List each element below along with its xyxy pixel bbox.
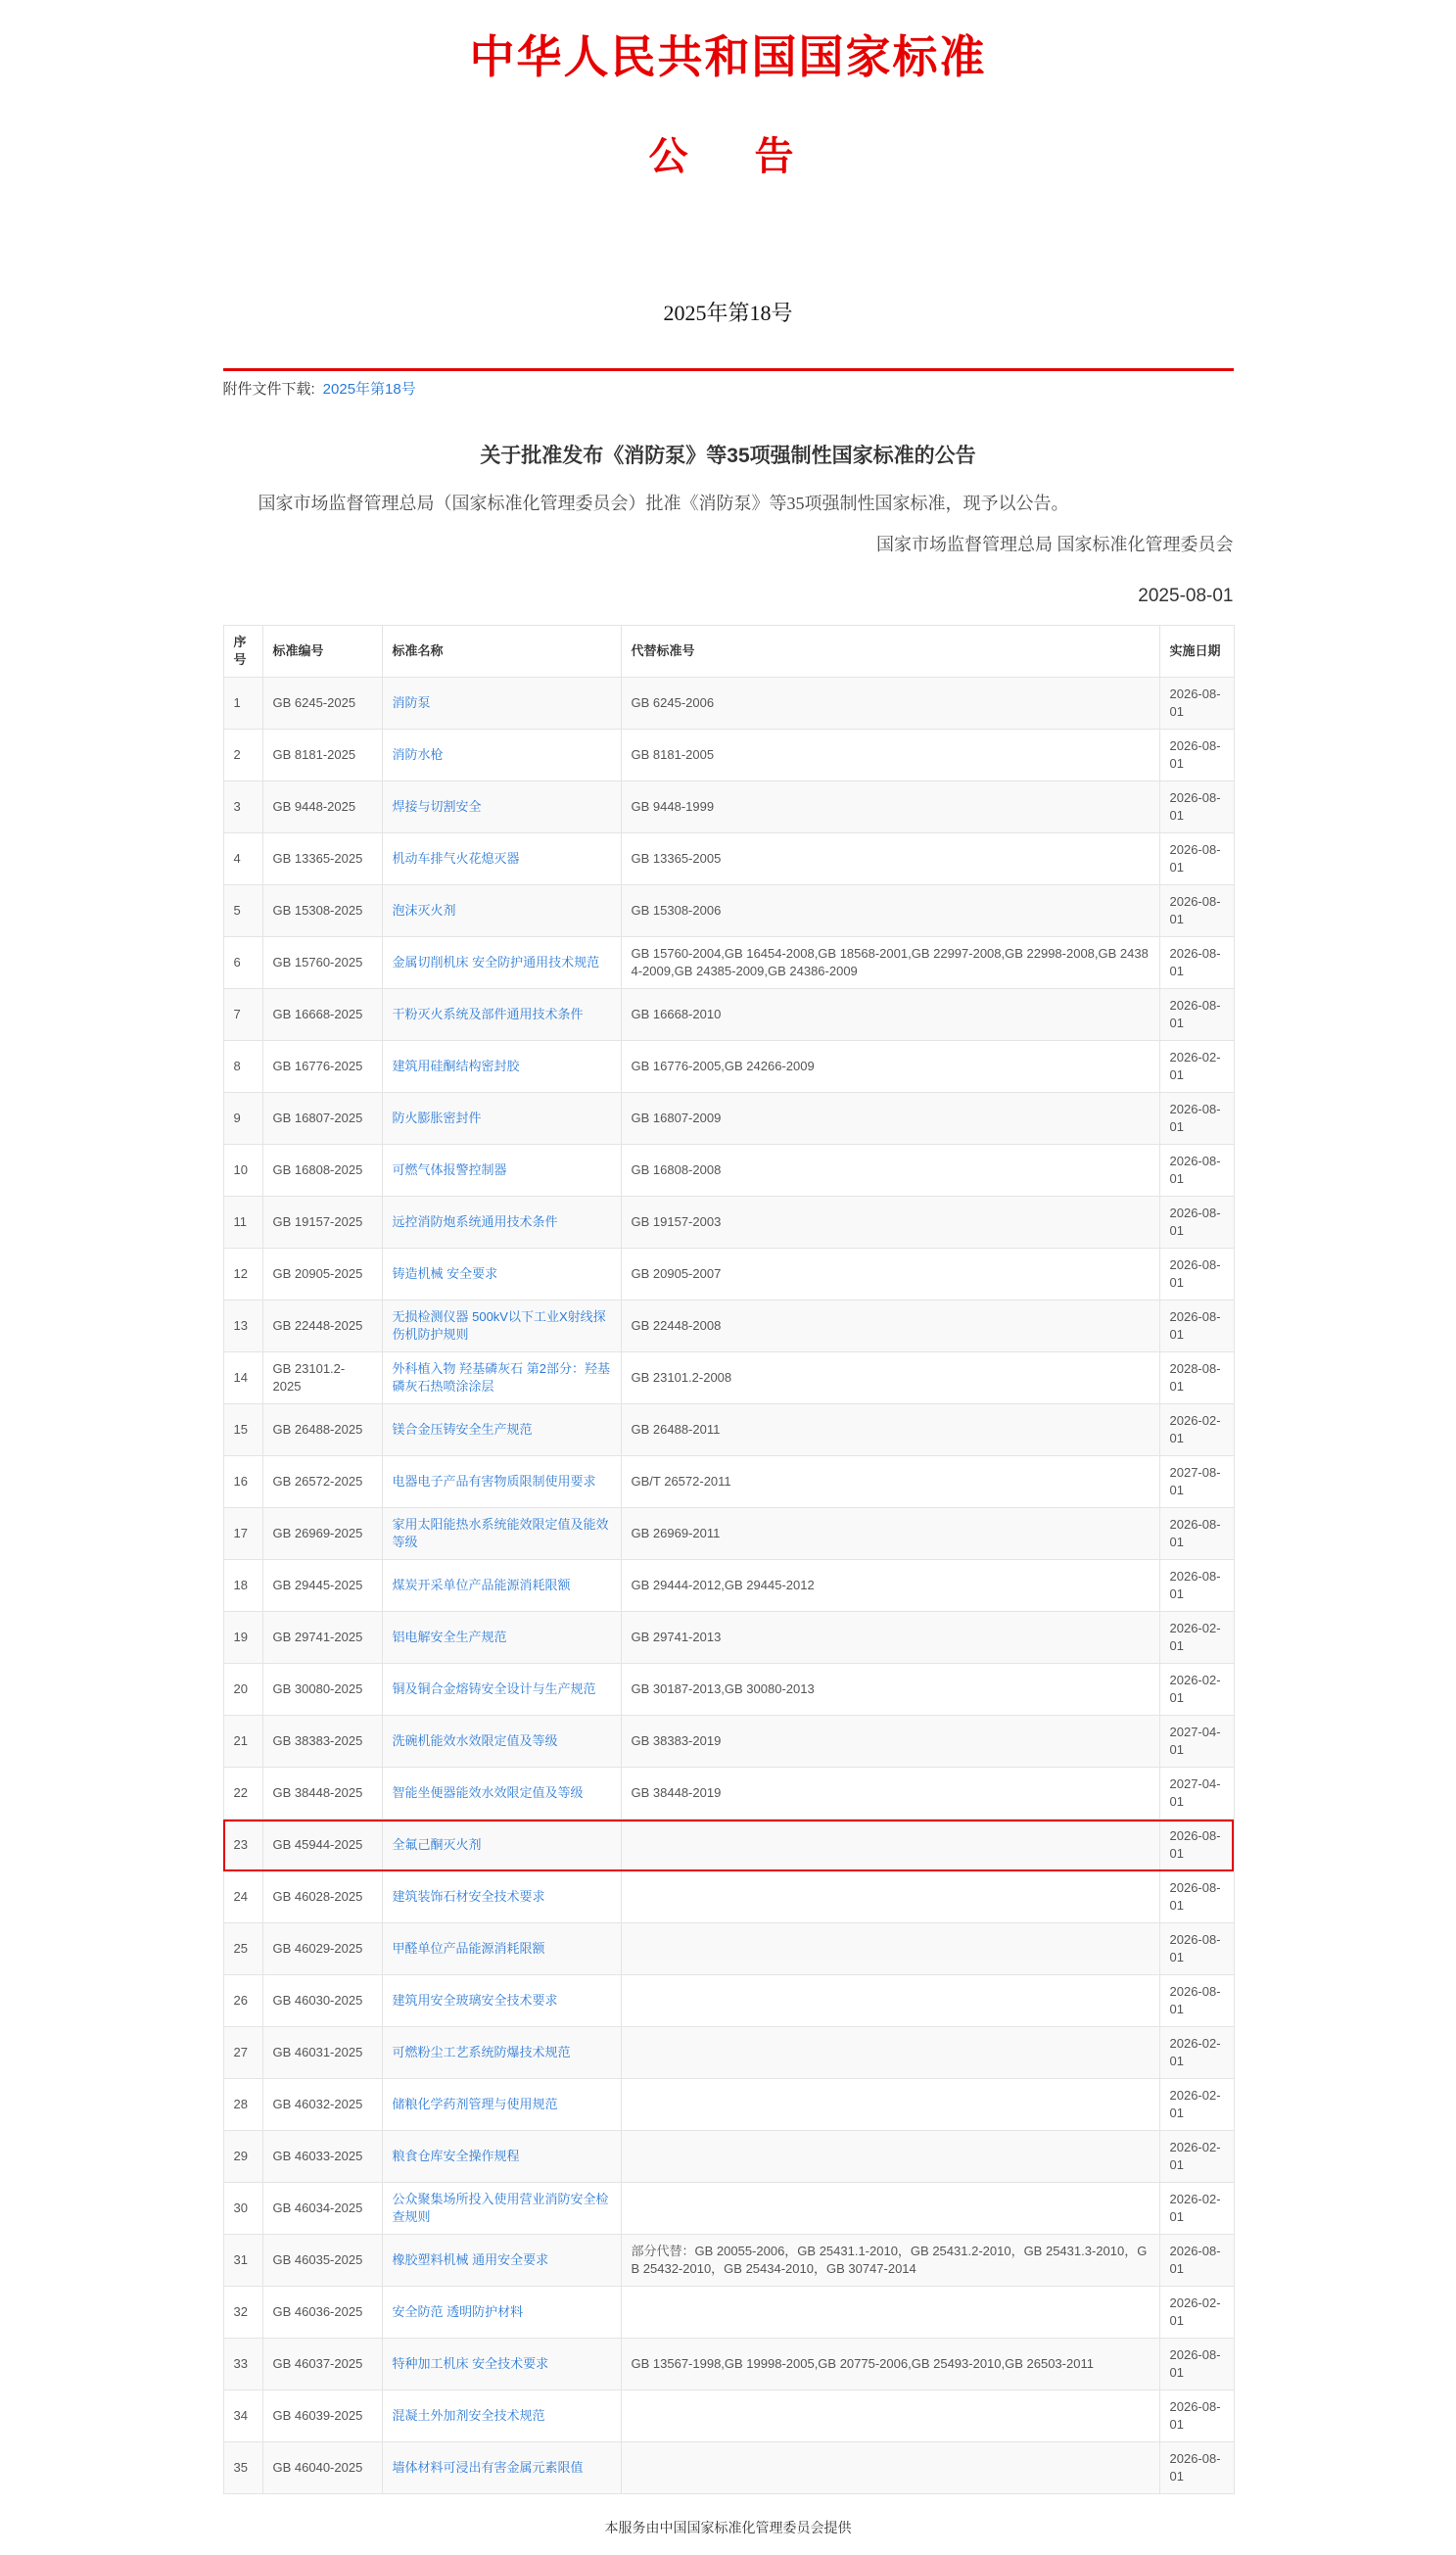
standard-name-cell — [382, 1301, 621, 1352]
row-index: 32 — [223, 2287, 262, 2339]
standard-name-link[interactable]: 无损检测仪器 500kV以下工业X射线探伤机防护规则 — [392, 1309, 606, 1342]
table-row — [223, 781, 1234, 833]
row-index: 26 — [223, 1975, 262, 2027]
standard-name-link[interactable]: 泡沫灭火剂 — [392, 903, 456, 918]
table-row — [223, 2079, 1234, 2131]
standard-name-cell — [382, 2287, 621, 2339]
standards-table — [223, 625, 1235, 2494]
standard-name-cell — [382, 1975, 621, 2027]
standard-name-link[interactable]: 远控消防炮系统通用技术条件 — [392, 1214, 558, 1229]
implementation-date: 2026-08-01 — [1159, 730, 1234, 781]
column-header: 实施日期 — [1159, 626, 1234, 678]
table-row — [223, 1352, 1234, 1404]
column-header: 序号 — [223, 626, 262, 678]
row-index: 21 — [223, 1716, 262, 1768]
standard-code: GB 46030-2025 — [262, 1975, 382, 2027]
standard-name-cell — [382, 1560, 621, 1612]
replaced-standards: GB 20905-2007 — [621, 1249, 1159, 1301]
standard-name-cell — [382, 678, 621, 730]
announcement-page — [223, 0, 1234, 2537]
implementation-date: 2026-02-01 — [1159, 1664, 1234, 1716]
table-row — [223, 1197, 1234, 1249]
row-index: 11 — [223, 1197, 262, 1249]
row-index: 12 — [223, 1249, 262, 1301]
attachment-label: 附件文件下载: — [222, 381, 315, 398]
replaced-standards — [621, 1975, 1159, 2027]
standard-name-cell — [382, 1871, 621, 1923]
standard-name-link[interactable]: 煤炭开采单位产品能源消耗限额 — [392, 1578, 571, 1592]
standard-code: GB 30080-2025 — [262, 1664, 382, 1716]
standard-code: GB 22448-2025 — [262, 1301, 382, 1352]
standard-name-cell — [382, 2027, 621, 2079]
standard-name-link[interactable]: 建筑装饰石材安全技术要求 — [392, 1889, 545, 1904]
implementation-date: 2026-02-01 — [1159, 1404, 1234, 1456]
implementation-date: 2026-02-01 — [1159, 1612, 1234, 1664]
standard-name-cell — [382, 2442, 621, 2494]
implementation-date: 2026-08-01 — [1159, 2339, 1234, 2390]
replaced-standards: GB 38448-2019 — [621, 1768, 1159, 1820]
standard-name-cell — [382, 833, 621, 885]
standard-name-cell — [382, 2390, 621, 2442]
implementation-date: 2026-08-01 — [1159, 1975, 1234, 2027]
implementation-date: 2026-08-01 — [1159, 1197, 1234, 1249]
standard-code: GB 46032-2025 — [262, 2079, 382, 2131]
implementation-date: 2026-08-01 — [1159, 1145, 1234, 1197]
main-title: 中华人民共和国国家标准 — [469, 32, 987, 82]
table-row — [223, 2027, 1234, 2079]
table-row — [223, 1301, 1234, 1352]
sub-title: 公 告 — [648, 134, 808, 178]
implementation-date: 2027-04-01 — [1159, 1768, 1234, 1820]
row-index: 3 — [223, 781, 262, 833]
standard-code: GB 46037-2025 — [262, 2339, 382, 2390]
standard-name-cell — [382, 1041, 621, 1093]
row-index: 25 — [223, 1923, 262, 1975]
table-row — [223, 2183, 1234, 2235]
standard-code: GB 46040-2025 — [262, 2442, 382, 2494]
standard-name-link[interactable]: 洗碗机能效水效限定值及等级 — [392, 1733, 558, 1748]
implementation-date: 2026-08-01 — [1159, 1871, 1234, 1923]
row-index: 22 — [223, 1768, 262, 1820]
table-row — [223, 1923, 1234, 1975]
table-row — [223, 937, 1234, 989]
row-index: 30 — [223, 2183, 262, 2235]
implementation-date: 2026-08-01 — [1159, 1249, 1234, 1301]
attachment-link[interactable]: 2025年第18号 — [322, 381, 416, 398]
standard-name-cell — [382, 1820, 621, 1871]
standard-name-link[interactable]: 外科植入物 羟基磷灰石 第2部分：羟基磷灰石热喷涂涂层 — [392, 1361, 610, 1394]
standard-name-link[interactable]: 消防泵 — [392, 695, 431, 710]
notice-heading: 关于批准发布《消防泵》等35项强制性国家标准的公告 — [480, 445, 976, 467]
table-row — [223, 1456, 1234, 1508]
standard-name-link[interactable]: 铜及铜合金熔铸安全设计与生产规范 — [392, 1681, 596, 1696]
replaced-standards: GB 29444-2012,GB 29445-2012 — [621, 1560, 1159, 1612]
standard-code: GB 46033-2025 — [262, 2131, 382, 2183]
standard-name-link[interactable]: 建筑用安全玻璃安全技术要求 — [392, 1993, 558, 2008]
implementation-date: 2026-08-01 — [1159, 1820, 1234, 1871]
notice-body: 国家市场监督管理总局（国家标准化管理委员会）批准《消防泵》等35项强制性国家标准，现予以公告。 — [258, 494, 1069, 513]
standard-name-link[interactable]: 消防水枪 — [392, 747, 444, 762]
implementation-date: 2026-08-01 — [1159, 1508, 1234, 1560]
standard-code: GB 46039-2025 — [262, 2390, 382, 2442]
standard-code: GB 15308-2025 — [262, 885, 382, 937]
standard-name-cell — [382, 2183, 621, 2235]
table-row — [223, 2442, 1234, 2494]
standard-code: GB 29741-2025 — [262, 1612, 382, 1664]
standard-name-link[interactable]: 铸造机械 安全要求 — [392, 1266, 498, 1281]
replaced-standards: GB 8181-2005 — [621, 730, 1159, 781]
implementation-date: 2026-02-01 — [1159, 2183, 1234, 2235]
notice-date: 2025-08-01 — [1138, 586, 1234, 606]
standard-name-link[interactable]: 干粉灭火系统及部件通用技术条件 — [392, 1007, 584, 1021]
row-index: 29 — [223, 2131, 262, 2183]
table-row — [223, 2339, 1234, 2390]
replaced-standards — [621, 2390, 1159, 2442]
replaced-standards — [621, 2442, 1159, 2494]
replaced-standards: GB 26969-2011 — [621, 1508, 1159, 1560]
row-index: 17 — [223, 1508, 262, 1560]
standard-name-link[interactable]: 可燃气体报警控制器 — [392, 1162, 507, 1177]
standard-code: GB 46034-2025 — [262, 2183, 382, 2235]
implementation-date: 2026-02-01 — [1159, 2287, 1234, 2339]
standard-code: GB 38448-2025 — [262, 1768, 382, 1820]
implementation-date: 2026-08-01 — [1159, 1560, 1234, 1612]
replaced-standards: GB 30187-2013,GB 30080-2013 — [621, 1664, 1159, 1716]
table-row — [223, 1404, 1234, 1456]
replaced-standards: GB 22448-2008 — [621, 1301, 1159, 1352]
replaced-standards: GB 13567-1998,GB 19998-2005,GB 20775-2006,GB 25493-2010,GB 26503-2011 — [621, 2339, 1159, 2390]
row-index: 10 — [223, 1145, 262, 1197]
implementation-date: 2026-08-01 — [1159, 781, 1234, 833]
implementation-date: 2028-08-01 — [1159, 1352, 1234, 1404]
implementation-date: 2026-02-01 — [1159, 1041, 1234, 1093]
standard-code: GB 46028-2025 — [262, 1871, 382, 1923]
row-index: 33 — [223, 2339, 262, 2390]
implementation-date: 2026-08-01 — [1159, 2442, 1234, 2494]
standard-name-link[interactable]: 储粮化学药剂管理与使用规范 — [392, 2097, 558, 2111]
standard-name-link[interactable]: 焊接与切割安全 — [392, 799, 482, 814]
implementation-date: 2026-08-01 — [1159, 937, 1234, 989]
replaced-standards: 部分代替：GB 20055-2006，GB 25431.1-2010，GB 25431.2-2010，GB 25431.3-2010，GB 25432-2010，GB 25434-2010，GB 30747-2014 — [621, 2235, 1159, 2287]
row-index: 19 — [223, 1612, 262, 1664]
row-index: 15 — [223, 1404, 262, 1456]
standard-code: GB 16807-2025 — [262, 1093, 382, 1145]
table-row — [223, 2235, 1234, 2287]
row-index: 2 — [223, 730, 262, 781]
table-row — [223, 1508, 1234, 1560]
standard-name-link[interactable]: 家用太阳能热水系统能效限定值及能效等级 — [392, 1517, 609, 1549]
table-row — [223, 2390, 1234, 2442]
row-index: 7 — [223, 989, 262, 1041]
table-row — [223, 730, 1234, 781]
standard-name-cell — [382, 1716, 621, 1768]
implementation-date: 2026-08-01 — [1159, 989, 1234, 1041]
standard-code: GB 46036-2025 — [262, 2287, 382, 2339]
standard-code: GB 26969-2025 — [262, 1508, 382, 1560]
replaced-standards — [621, 2027, 1159, 2079]
standard-name-link[interactable]: 防火膨胀密封件 — [392, 1111, 482, 1125]
standard-name-link[interactable]: 铝电解安全生产规范 — [392, 1630, 507, 1644]
standard-name-link[interactable]: 建筑用硅酮结构密封胶 — [392, 1059, 520, 1073]
standard-name-link[interactable]: 混凝土外加剂安全技术规范 — [392, 2408, 545, 2423]
row-index: 13 — [223, 1301, 262, 1352]
table-row — [223, 833, 1234, 885]
row-index: 9 — [223, 1093, 262, 1145]
standard-name-link[interactable]: 甲醛单位产品能源消耗限额 — [392, 1941, 545, 1956]
row-index: 31 — [223, 2235, 262, 2287]
replaced-standards: GB 15308-2006 — [621, 885, 1159, 937]
table-row — [223, 1664, 1234, 1716]
replaced-standards — [621, 1820, 1159, 1871]
implementation-date: 2026-08-01 — [1159, 678, 1234, 730]
standard-code: GB 20905-2025 — [262, 1249, 382, 1301]
table-row — [223, 1560, 1234, 1612]
replaced-standards: GB 13365-2005 — [621, 833, 1159, 885]
row-index: 28 — [223, 2079, 262, 2131]
standard-code: GB 26488-2025 — [262, 1404, 382, 1456]
implementation-date: 2026-08-01 — [1159, 1923, 1234, 1975]
implementation-date: 2026-02-01 — [1159, 2079, 1234, 2131]
replaced-standards: GB 16808-2008 — [621, 1145, 1159, 1197]
standard-name-cell — [382, 1145, 621, 1197]
implementation-date: 2026-08-01 — [1159, 833, 1234, 885]
standard-name-cell — [382, 1508, 621, 1560]
standard-name-link[interactable]: 粮食仓库安全操作规程 — [392, 2149, 520, 2163]
standard-name-cell — [382, 730, 621, 781]
replaced-standards: GB 6245-2006 — [621, 678, 1159, 730]
standard-name-cell — [382, 2131, 621, 2183]
standard-code: GB 6245-2025 — [262, 678, 382, 730]
standard-name-cell — [382, 937, 621, 989]
standard-name-cell — [382, 1923, 621, 1975]
row-index: 16 — [223, 1456, 262, 1508]
standard-name-link[interactable]: 电器电子产品有害物质限制使用要求 — [392, 1474, 596, 1489]
replaced-standards — [621, 2079, 1159, 2131]
replaced-standards: GB 29741-2013 — [621, 1612, 1159, 1664]
table-row — [223, 1612, 1234, 1664]
table-row — [223, 1249, 1234, 1301]
row-index: 6 — [223, 937, 262, 989]
row-index: 24 — [223, 1871, 262, 1923]
standard-name-cell — [382, 781, 621, 833]
standard-code: GB 9448-2025 — [262, 781, 382, 833]
replaced-standards — [621, 1923, 1159, 1975]
replaced-standards — [621, 1871, 1159, 1923]
issue-number: 2025年第18号 — [663, 301, 793, 325]
standard-code: GB 16776-2025 — [262, 1041, 382, 1093]
table-row — [223, 885, 1234, 937]
implementation-date: 2026-08-01 — [1159, 2390, 1234, 2442]
standard-name-cell — [382, 2079, 621, 2131]
standard-name-cell — [382, 1093, 621, 1145]
standard-code: GB 46031-2025 — [262, 2027, 382, 2079]
standard-name-link[interactable]: 智能坐便器能效水效限定值及等级 — [392, 1785, 584, 1800]
table-row — [223, 1145, 1234, 1197]
row-index: 23 — [223, 1820, 262, 1871]
row-index: 34 — [223, 2390, 262, 2442]
standard-name-link[interactable]: 墙体材料可浸出有害金属元素限值 — [392, 2460, 584, 2475]
standard-code: GB 23101.2-2025 — [262, 1352, 382, 1404]
implementation-date: 2026-08-01 — [1159, 2235, 1234, 2287]
table-row — [223, 1871, 1234, 1923]
table-row — [223, 2287, 1234, 2339]
replaced-standards: GB 9448-1999 — [621, 781, 1159, 833]
standard-name-link[interactable]: 橡胶塑料机械 通用安全要求 — [392, 2252, 549, 2267]
standard-name-cell — [382, 989, 621, 1041]
replaced-standards: GB 16776-2005,GB 24266-2009 — [621, 1041, 1159, 1093]
standard-code: GB 15760-2025 — [262, 937, 382, 989]
implementation-date: 2026-08-01 — [1159, 1301, 1234, 1352]
implementation-date: 2026-08-01 — [1159, 885, 1234, 937]
row-index: 27 — [223, 2027, 262, 2079]
standard-name-cell — [382, 1249, 621, 1301]
column-header: 代替标准号 — [621, 626, 1159, 678]
standard-name-link[interactable]: 金属切削机床 安全防护通用技术规范 — [392, 955, 600, 970]
standard-code: GB 38383-2025 — [262, 1716, 382, 1768]
standard-code: GB 29445-2025 — [262, 1560, 382, 1612]
replaced-standards: GB 26488-2011 — [621, 1404, 1159, 1456]
table-body — [223, 678, 1234, 2494]
column-header: 标准编号 — [262, 626, 382, 678]
row-index: 14 — [223, 1352, 262, 1404]
replaced-standards: GB 19157-2003 — [621, 1197, 1159, 1249]
implementation-date: 2027-04-01 — [1159, 1716, 1234, 1768]
implementation-date: 2026-02-01 — [1159, 2131, 1234, 2183]
table-row — [223, 1093, 1234, 1145]
red-divider — [223, 368, 1234, 371]
footer-note: 本服务由中国国家标准化管理委员会提供 — [604, 2520, 852, 2535]
table-row — [223, 2131, 1234, 2183]
notice-signature: 国家市场监督管理总局 国家标准化管理委员会 — [876, 535, 1234, 554]
replaced-standards: GB 23101.2-2008 — [621, 1352, 1159, 1404]
standard-name-link[interactable]: 安全防范 透明防护材料 — [392, 2304, 524, 2319]
standard-name-link[interactable]: 可燃粉尘工艺系统防爆技术规范 — [392, 2045, 571, 2059]
row-index: 8 — [223, 1041, 262, 1093]
standard-code: GB 8181-2025 — [262, 730, 382, 781]
standard-code: GB 46029-2025 — [262, 1923, 382, 1975]
replaced-standards — [621, 2131, 1159, 2183]
standard-code: GB 19157-2025 — [262, 1197, 382, 1249]
standard-code: GB 16668-2025 — [262, 989, 382, 1041]
standard-name-cell — [382, 1352, 621, 1404]
replaced-standards: GB 16668-2010 — [621, 989, 1159, 1041]
standard-name-cell — [382, 1664, 621, 1716]
standard-name-link[interactable]: 镁合金压铸安全生产规范 — [392, 1422, 533, 1437]
standard-code: GB 13365-2025 — [262, 833, 382, 885]
implementation-date: 2026-08-01 — [1159, 1093, 1234, 1145]
replaced-standards — [621, 2183, 1159, 2235]
row-index: 4 — [223, 833, 262, 885]
standard-name-link[interactable]: 公众聚集场所投入使用营业消防安全检查规则 — [392, 2192, 609, 2224]
implementation-date: 2026-02-01 — [1159, 2027, 1234, 2079]
standard-name-cell — [382, 2339, 621, 2390]
standard-name-link[interactable]: 特种加工机床 安全技术要求 — [392, 2356, 549, 2371]
row-index: 5 — [223, 885, 262, 937]
table-row — [223, 1041, 1234, 1093]
standard-name-cell — [382, 1456, 621, 1508]
implementation-date: 2027-08-01 — [1159, 1456, 1234, 1508]
row-index: 20 — [223, 1664, 262, 1716]
table-row — [223, 1716, 1234, 1768]
column-header: 标准名称 — [382, 626, 621, 678]
row-index: 35 — [223, 2442, 262, 2494]
standard-code: GB 16808-2025 — [262, 1145, 382, 1197]
attachment-row — [223, 378, 1234, 399]
replaced-standards — [621, 2287, 1159, 2339]
replaced-standards: GB/T 26572-2011 — [621, 1456, 1159, 1508]
row-index: 1 — [223, 678, 262, 730]
standard-name-cell — [382, 1404, 621, 1456]
table-row — [223, 1768, 1234, 1820]
standard-code: GB 45944-2025 — [262, 1820, 382, 1871]
standard-name-cell — [382, 2235, 621, 2287]
standard-code: GB 26572-2025 — [262, 1456, 382, 1508]
table-row — [223, 1975, 1234, 2027]
standard-name-link[interactable]: 机动车排气火花熄灭器 — [392, 851, 520, 866]
replaced-standards: GB 15760-2004,GB 16454-2008,GB 18568-2001,GB 22997-2008,GB 22998-2008,GB 24384-2009,GB 24385-2009,GB 24386-2009 — [621, 937, 1159, 989]
table-row-highlighted — [223, 1820, 1234, 1871]
row-index: 18 — [223, 1560, 262, 1612]
replaced-standards: GB 38383-2019 — [621, 1716, 1159, 1768]
standard-name-cell — [382, 1768, 621, 1820]
replaced-standards: GB 16807-2009 — [621, 1093, 1159, 1145]
table-header-row — [223, 626, 1234, 678]
standard-name-cell — [382, 1197, 621, 1249]
standard-name-cell — [382, 1612, 621, 1664]
standard-name-cell — [382, 885, 621, 937]
table-row — [223, 989, 1234, 1041]
standard-code: GB 46035-2025 — [262, 2235, 382, 2287]
table-row — [223, 678, 1234, 730]
standard-name-link[interactable]: 全氟己酮灭火剂 — [392, 1837, 482, 1852]
